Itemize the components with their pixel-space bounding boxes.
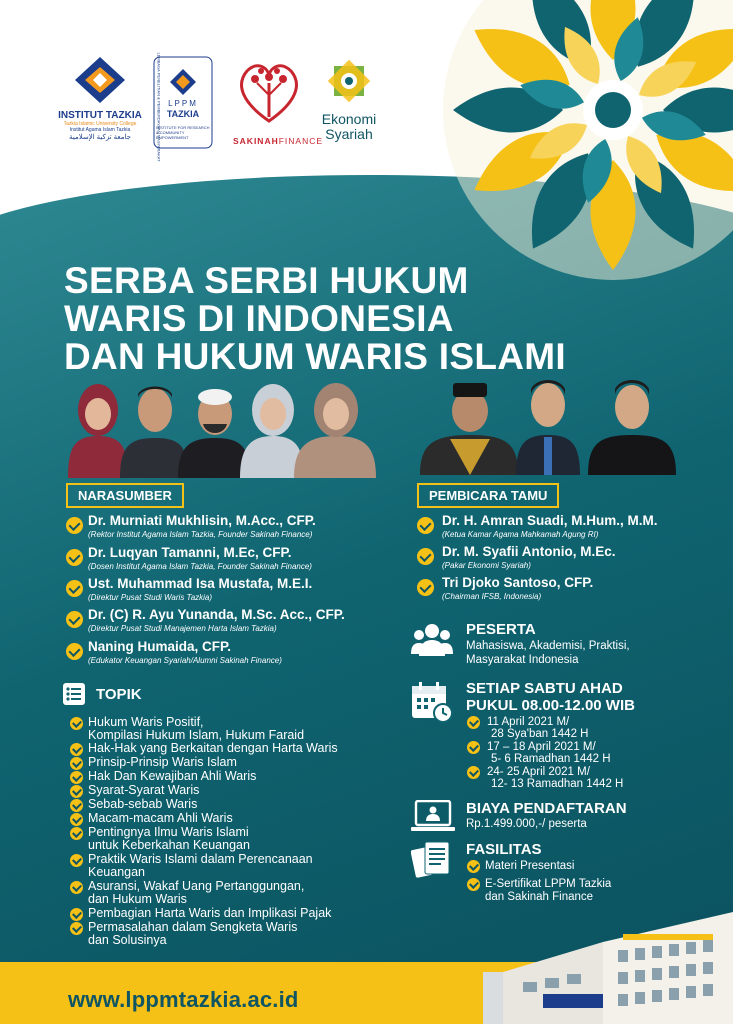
narasumber-1-role: (Rektor Institut Agama Islam Tazkia, Founder Sakinah Finance) — [88, 530, 313, 539]
pembicara-3-role: (Chairman IFSB, Indonesia) — [442, 592, 542, 601]
lppm-logo — [152, 52, 214, 162]
jadwal-date-hijriah: 5- 6 Ramadhan 1442 H — [491, 753, 611, 765]
check-icon — [66, 580, 83, 597]
check-icon — [70, 785, 83, 798]
pembicara-1-name: Dr. H. Amran Suadi, M.Hum., M.M. — [442, 513, 658, 528]
speaker-photo-2 — [120, 387, 188, 479]
people-icon — [411, 622, 453, 658]
topik-item-text: Hukum Waris Positif, — [88, 715, 204, 729]
tazkia-logo — [55, 55, 145, 150]
sakinah-finance-logo — [233, 55, 324, 147]
topik-item-text: Sebab-sebab Waris — [88, 797, 198, 811]
check-icon — [70, 813, 83, 826]
topik-item-text: Praktik Waris Islami dalam Perencanaan — [88, 852, 313, 866]
narasumber-5-name: Naning Humaida, CFP. — [88, 639, 232, 654]
topik-item-text: Macam-macam Ahli Waris — [88, 811, 233, 825]
topik-item-text: Syarat-Syarat Waris — [88, 783, 200, 797]
tazkia-name: INSTITUT TAZKIA — [58, 110, 142, 121]
jadwal-date-masehi: 24- 25 April 2021 M/ — [487, 766, 590, 778]
narasumber-header: NARASUMBER — [66, 483, 184, 508]
star-emblem-icon — [313, 55, 385, 107]
fasilitas-item-text: Materi Presentasi — [485, 860, 575, 872]
topik-item-text: Hak-Hak yang Berkaitan dengan Harta Waris — [88, 741, 338, 755]
pembicara-photos — [420, 375, 695, 475]
check-icon — [70, 771, 83, 784]
jadwal-date-masehi: 17 – 18 April 2021 M/ — [487, 741, 596, 753]
fasilitas-item-text: dan Sakinah Finance — [485, 891, 594, 903]
title-line-1: SERBA SERBI HUKUM — [64, 260, 469, 301]
narasumber-2-name: Dr. Luqyan Tamanni, M.Ec, CFP. — [88, 545, 292, 560]
jadwal-header-2: PUKUL 08.00-12.00 WIB — [466, 697, 635, 714]
topik-item-text: Hak Dan Kewajiban Ahli Waris — [88, 769, 257, 783]
topik-item-text: Asuransi, Wakaf Uang Pertanggungan, — [88, 879, 305, 893]
check-icon — [467, 766, 480, 779]
check-icon — [66, 517, 83, 534]
guest-photo-2 — [516, 380, 580, 475]
topik-header: TOPIK — [96, 686, 142, 703]
check-icon — [70, 854, 83, 867]
fasilitas-header: FASILITAS — [466, 841, 542, 858]
calendar-clock-icon — [411, 681, 453, 723]
speaker-photo-5 — [294, 383, 376, 478]
topik-item-text: Pembagian Harta Waris dan Implikasi Pajak — [88, 906, 332, 920]
check-icon — [66, 549, 83, 566]
sakinah-name: SAKINAH — [233, 136, 279, 146]
speaker-photo-1 — [68, 384, 128, 478]
website-url[interactable]: www.lppmtazkia.ac.id — [68, 987, 299, 1012]
check-icon — [70, 922, 83, 935]
peserta-line-2: Masyarakat Indonesia — [466, 654, 579, 666]
check-icon — [66, 611, 83, 628]
title-line-3: DAN HUKUM WARIS ISLAMI — [64, 336, 566, 377]
tazkia-sub1: Tazkia Islamic University College — [63, 121, 137, 127]
narasumber-photos — [60, 378, 405, 478]
check-icon — [70, 827, 83, 840]
check-icon — [70, 881, 83, 894]
lppm-sub: INSTITUTE FOR RESEARCH & COMMUNITY EMPOWERMENT — [156, 125, 210, 140]
check-icon — [417, 548, 434, 565]
speaker-photo-3 — [178, 389, 250, 478]
tazkia-arabic: جامعة تزكية الإسلامية — [69, 134, 131, 141]
documents-icon — [411, 840, 453, 880]
check-icon — [70, 908, 83, 921]
tazkia-emblem-icon — [55, 55, 145, 105]
pembicara-3-name: Tri Djoko Santoso, CFP. — [442, 575, 594, 590]
check-icon — [70, 799, 83, 812]
check-icon — [467, 878, 480, 891]
biaya-header: BIAYA PENDAFTARAN — [466, 800, 627, 817]
narasumber-1-name: Dr. Murniati Mukhlisin, M.Acc., CFP. — [88, 513, 316, 528]
jadwal-header-1: SETIAP SABTU AHAD — [466, 680, 623, 697]
jadwal-date-hijriah: 28 Sya'ban 1442 H — [491, 728, 589, 740]
title-line-2: WARIS DI INDONESIA — [64, 298, 454, 339]
jadwal-date-masehi: 11 April 2021 M/ — [487, 716, 570, 728]
topik-item-text: untuk Keberkahan Keuangan — [88, 838, 250, 852]
tazkia-sub2: Institut Agama Islam Tazkia — [69, 127, 131, 133]
check-icon — [417, 579, 434, 596]
event-title — [64, 262, 566, 376]
peserta-line-1: Mahasiswa, Akademisi, Praktisi, — [466, 640, 630, 652]
jadwal-date-hijriah: 12- 13 Ramadhan 1442 H — [491, 778, 624, 790]
ekonomi-line1: Ekonomi — [321, 111, 377, 127]
topik-item-text: Keuangan — [88, 865, 146, 879]
check-icon — [70, 717, 83, 730]
fasilitas-item-text: E-Sertifikat LPPM Tazkia — [485, 878, 612, 890]
narasumber-4-name: Dr. (C) R. Ayu Yunanda, M.Sc. Acc., CFP. — [88, 607, 345, 622]
tree-heart-icon — [233, 55, 305, 125]
ekonomi-syariah-logo — [313, 55, 385, 147]
topik-item-text: Permasalahan dalam Sengketa Waris — [88, 920, 298, 934]
topik-item-text: dan Hukum Waris — [88, 892, 187, 906]
laptop-user-icon — [411, 800, 455, 832]
narasumber-5-role: (Edukator Keuangan Syariah/Alumni Sakinah Finance) — [88, 656, 282, 665]
biaya-value: Rp.1.499.000,-/ peserta — [466, 818, 587, 830]
peserta-header: PESERTA — [466, 621, 536, 638]
campus-building-image — [483, 902, 733, 1024]
guest-photo-3 — [588, 380, 676, 475]
lppm-arc-text: LEMBAGA PENELITIAN & PEMBERDAYAAN MASYARAKAT — [156, 52, 162, 162]
check-icon — [467, 860, 480, 873]
lppm-name: LPPM — [168, 99, 198, 108]
check-icon — [467, 741, 480, 754]
check-icon — [467, 716, 480, 729]
pembicara-2-role: (Pakar Ekonomi Syariah) — [442, 561, 531, 570]
narasumber-4-role: (Direktur Pusat Studi Manajemen Harta Islam Tazkia) — [88, 624, 277, 633]
narasumber-3-role: (Direktur Pusat Studi Waris Tazkia) — [88, 593, 213, 602]
sakinah-name2: FINANCE — [278, 136, 324, 146]
speaker-photo-4 — [240, 384, 304, 478]
topik-item-text: Prinsip-Prinsip Waris Islam — [88, 755, 237, 769]
pembicara-2-name: Dr. M. Syafii Antonio, M.Ec. — [442, 544, 616, 559]
topik-item-text: Kompilasi Hukum Islam, Hukum Faraid — [88, 728, 305, 742]
pembicara-header: PEMBICARA TAMU — [417, 483, 559, 508]
ekonomi-line2: Syariah — [325, 126, 373, 142]
pembicara-1-role: (Ketua Kamar Agama Mahkamah Agung RI) — [442, 530, 599, 539]
lppm-name2: TAZKIA — [166, 109, 200, 119]
topik-item-text: Pentingnya Ilmu Waris Islami — [88, 825, 249, 839]
narasumber-3-name: Ust. Muhammad Isa Mustafa, M.E.I. — [88, 576, 313, 591]
guest-photo-1 — [420, 383, 518, 475]
check-icon — [70, 743, 83, 756]
narasumber-2-role: (Dosen Institut Agama Islam Tazkia, Founder Sakinah Finance) — [88, 562, 312, 571]
topik-item-text: dan Solusinya — [88, 933, 167, 947]
check-icon — [417, 517, 434, 534]
check-icon — [66, 643, 83, 660]
check-icon — [70, 757, 83, 770]
list-icon — [62, 682, 86, 706]
